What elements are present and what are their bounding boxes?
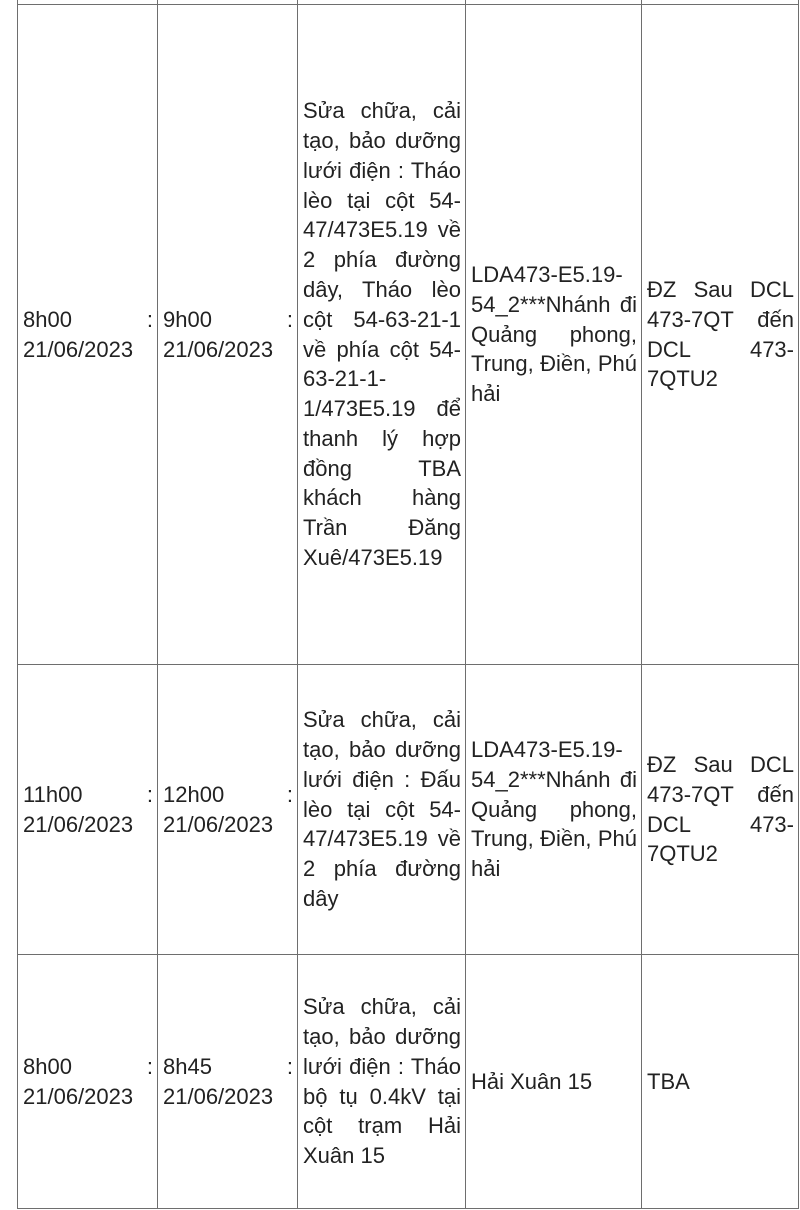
outage-schedule-table: [17, 0, 799, 1209]
table-row: [18, 955, 799, 1209]
table-row: [18, 665, 799, 955]
end-time-cell: 9h00 : 21/06/2023: [158, 5, 298, 665]
table-row: [18, 5, 799, 665]
work-description-cell: Sửa chữa, cải tạo, bảo dưỡng lưới điện : Tháo lèo tại cột 54-47/473E5.19 về 2 phía đường dây, Tháo lèo cột 54-63-21-1 về phía cột 54-63-21-1-1/473E5.19 để thanh lý hợp đồng TBA khách hàng Trần Đăng Xuê/473E5.19: [298, 5, 466, 665]
start-time-cell: 8h00 : 21/06/2023: [18, 955, 158, 1209]
affected-area-cell: LDA473-E5.19-54_2***Nhánh đi Quảng phong, Trung, Điền, Phú hải: [466, 5, 642, 665]
work-description-cell: Sửa chữa, cải tạo, bảo dưỡng lưới điện : Tháo bộ tụ 0.4kV tại cột trạm Hải Xuân 15: [298, 955, 466, 1209]
start-time-cell: 8h00 : 21/06/2023: [18, 5, 158, 665]
equipment-cell: ĐZ Sau DCL 473-7QT đến DCL 473-7QTU2: [642, 5, 799, 665]
equipment-cell: ĐZ Sau DCL 473-7QT đến DCL 473-7QTU2: [642, 665, 799, 955]
work-description-cell: Sửa chữa, cải tạo, bảo dưỡng lưới điện : Đấu lèo tại cột 54-47/473E5.19 về 2 phía đường dây: [298, 665, 466, 955]
affected-area-cell: LDA473-E5.19-54_2***Nhánh đi Quảng phong, Trung, Điền, Phú hải: [466, 665, 642, 955]
end-time-cell: 8h45 : 21/06/2023: [158, 955, 298, 1209]
end-time-cell: 12h00 : 21/06/2023: [158, 665, 298, 955]
affected-area-cell: Hải Xuân 15: [466, 955, 642, 1209]
start-time-cell: 11h00 : 21/06/2023: [18, 665, 158, 955]
equipment-cell: TBA: [642, 955, 799, 1209]
